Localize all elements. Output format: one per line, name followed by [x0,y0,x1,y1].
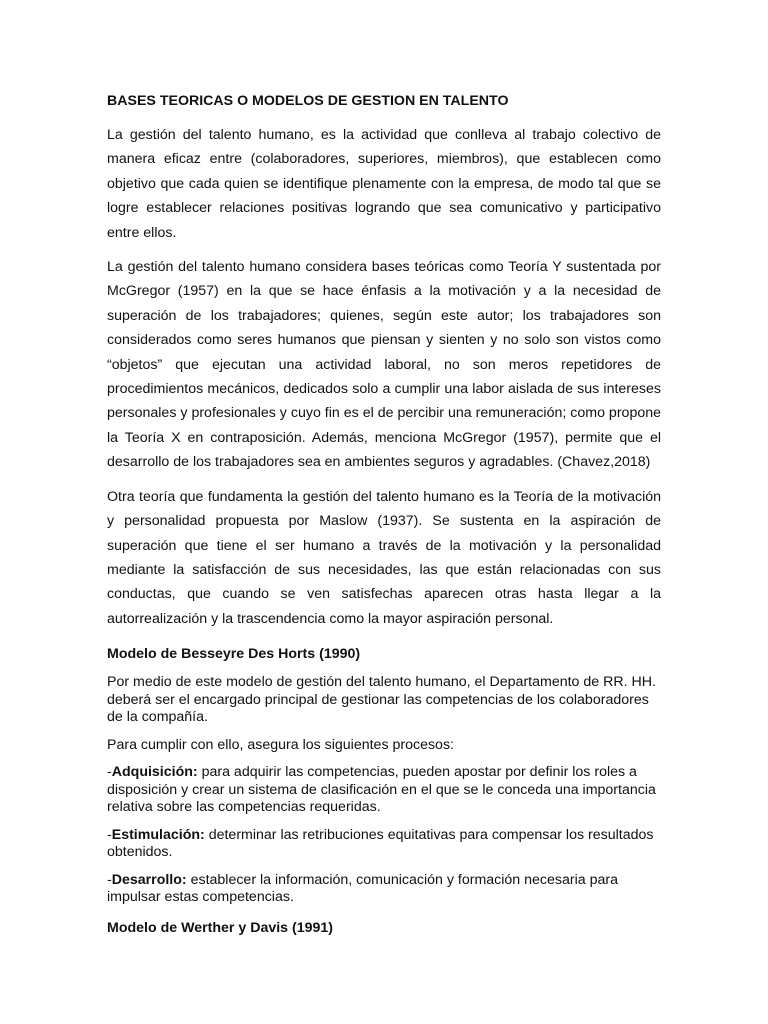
heading-werther-davis-model: Modelo de Werther y Davis (1991) [107,919,334,936]
list-item-term: Desarrollo: [111,871,187,888]
list-item-prefix: - [107,826,112,843]
paragraph-talent-management: La gestión del talento humano, es la actividad que conlleva al trabajo colectivo de manera eficaz entre (colaboradores, superiores, miembros), que establecen como objetivo que cada quien se identifique plenamente con la empresa, de modo tal que se logre establecer relaciones positivas logrando que sea comunicativo y participativo entre ellos. [107,127,661,241]
list-item-estimulacion [107,827,661,862]
list-item-term: Adquisición: [111,764,198,781]
paragraph-maslow: Otra teoría que fundamenta la gestión del talento humano es la Teoría de la motivación y personalidad propuesta por Maslow (1937). Se sustenta en la aspiración de superación que tiene el ser humano a través de la motivación y la personalidad mediante la satisfacción de sus necesidades, las que están relacionadas con sus conductas, que cuando se ven satisfechas aparecen otras hasta llegar a la autorrealización y la trascendencia como la mayor aspiración personal. [107,488,661,627]
document-title: BASES TEORICAS O MODELOS DE GESTION EN TALENTO [107,93,509,109]
list-item-text: establecer la información, comunicación y formación necesaria para impulsar estas competencias. [107,871,618,906]
list-item-adquisicion [107,764,661,817]
paragraph-besseyre-intro: Por medio de este modelo de gestión del talento humano, el Departamento de RR. HH. deberá ser el encargado principal de gestionar las competencias de los colaboradores de la compañía. [107,674,656,726]
list-item-text: determinar las retribuciones equitativas para compensar los resultados obtenidos. [107,826,654,861]
list-item-prefix: - [107,764,112,781]
list-item-desarrollo [107,872,661,907]
paragraph-processes-intro: Para cumplir con ello, asegura los siguientes procesos: [107,736,454,753]
heading-besseyre-model: Modelo de Besseyre Des Horts (1990) [107,646,361,663]
list-item-prefix: - [107,871,112,888]
paragraph-theory-y: La gestión del talento humano considera bases teóricas como Teoría Y sustentada por McGregor (1957) en la que se hace énfasis a la motivación y a la necesidad de superación de los trabajadores; quienes, según este autor; los trabajadores son considerados como seres humanos que piensan y sienten y no solo son vistos como “objetos” que ejecutan una actividad laboral, no son meros repetidores de procedimientos mecánicos, dedicados solo a cumplir una labor aislada de sus intereses personales y profesionales y cuyo fin es el de percibir una remuneración; como propone la Teoría X en contraposición. Además, menciona McGregor (1957), permite que el desarrollo de los trabajadores sea en ambientes seguros y agradables. (Chavez,2018) [107,259,661,471]
list-item-text: para adquirir las competencias, pueden apostar por definir los roles a disposición y crear un sistema de clasificación en el que se le conceda una importancia relativa sobre las competencias requeridas. [107,764,656,816]
list-item-term: Estimulación: [111,826,205,843]
document-body [107,92,661,948]
